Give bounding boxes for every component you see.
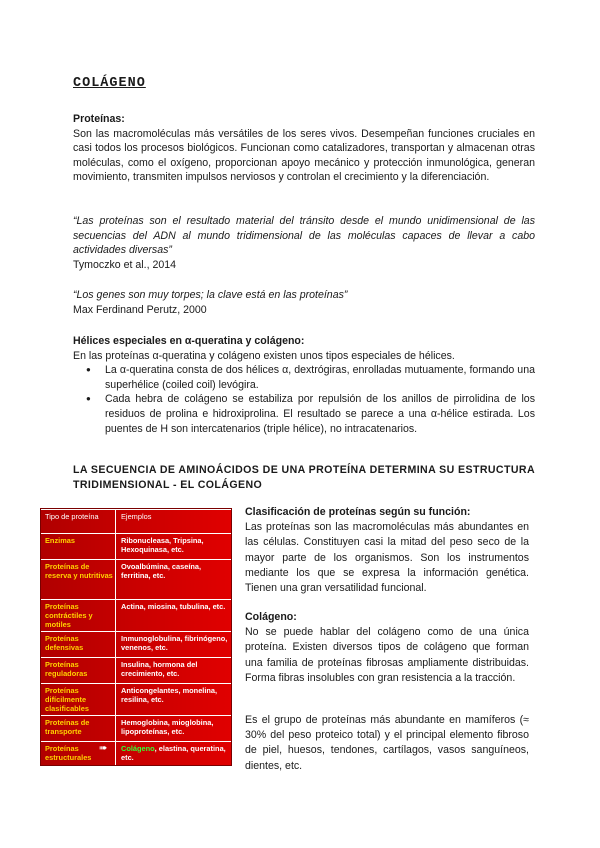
colageno-body2: Es el grupo de proteínas más abundante en mamíferos (≈ 30% del peso proteico total) y el principal elemento fibroso de piel, huesos, tendones, cartílagos, vasos sanguíneos, dientes, etc. bbox=[245, 714, 529, 772]
header-type: Tipo de proteína bbox=[45, 512, 99, 521]
row-type: Proteínas contráctiles y motiles bbox=[45, 602, 93, 630]
row-examples: Inmunoglobulina, fibrinógeno, venenos, etc. bbox=[121, 634, 228, 653]
list-item: ● La α-queratina consta de dos hélices α, dextrógiras, enrolladas mutuamente, formando una superhélice (coiled coil) levógira. bbox=[105, 363, 535, 392]
table-row bbox=[41, 599, 231, 631]
row-type: Proteínas de transporte bbox=[45, 718, 90, 737]
protein-function-table bbox=[40, 508, 232, 766]
colageno-body1: No se puede hablar del colágeno como de una única proteína. Existen diversos tipos de colágeno que forman una familia de proteínas fibrosas ampliamente distribuidas. Forma fibras insolubles con gran resistencia a la tracción. bbox=[245, 626, 529, 684]
proteinas-section bbox=[73, 112, 535, 185]
row-examples: Actina, miosina, tubulina, etc. bbox=[121, 602, 226, 611]
list-item: ● Cada hebra de colágeno se estabiliza por repulsión de los anillos de pirrolidina de los residuos de prolina e hidroxiprolina. El resultado se parece a una α-hélice estirada. Los puentes de H son intercatenarios (triple hélice), no intracatenarios. bbox=[105, 392, 535, 436]
table-row bbox=[41, 741, 231, 765]
row-type: Enzimas bbox=[45, 536, 75, 545]
proteinas-heading: Proteínas: bbox=[73, 113, 125, 125]
table-row bbox=[41, 715, 231, 741]
helices-section bbox=[73, 334, 535, 436]
row-type: Proteínas reguladoras bbox=[45, 660, 88, 679]
row-examples-rest: , elastina, queratina, etc. bbox=[121, 744, 226, 763]
quote1-text: “Las proteínas son el resultado material del tránsito desde el mundo unidimensional de las secuencias del ADN al mundo tridimensional de las moléculas capaces de llevar a cabo actividades diversas” bbox=[73, 215, 535, 257]
arrow-right-icon: ➠ bbox=[99, 743, 108, 754]
row-examples: Ovoalbúmina, caseína, ferritina, etc. bbox=[121, 562, 202, 581]
clasificacion-section bbox=[245, 505, 529, 596]
quote2-text: “Los genes son muy torpes; la clave está en las proteínas” bbox=[73, 289, 348, 301]
header-examples: Ejemplos bbox=[121, 512, 152, 521]
table-row bbox=[41, 631, 231, 657]
page-title: COLÁGENO bbox=[73, 76, 146, 91]
row-examples: Insulina, hormona del crecimiento, etc. bbox=[121, 660, 198, 679]
clasificacion-body: Las proteínas son las macromoléculas más abundantes en las células. Constituyen casi la mitad del peso seco de la mayor parte de los organismos. Son los instrumentos mediante los que se expresa la información genética. Tienen una gran versatilidad funcional. bbox=[245, 521, 529, 595]
row-examples: Hemoglobina, mioglobina, lipoproteínas, etc. bbox=[121, 718, 214, 737]
table-row bbox=[41, 683, 231, 715]
table-row bbox=[41, 657, 231, 683]
proteinas-body: Son las macromoléculas más versátiles de los seres vivos. Desempeñan funciones cruciales en casi todos los procesos biológicos. Funcionan como catalizadores, transportan y almacenan otras moléculas, como el oxígeno, proporcionan apoyo mecánico y protección inmunológica, generan movimiento, transmiten impulsos nerviosos y controlan el crecimiento y la diferenciación. bbox=[73, 127, 535, 184]
row-type: Proteínas difícilmente clasificables bbox=[45, 686, 89, 714]
section-title: LA SECUENCIA DE AMINOÁCIDOS DE UNA PROTEÍNA DETERMINA SU ESTRUCTURA TRIDIMENSIONAL - EL COLÁGENO bbox=[73, 464, 535, 491]
row-examples: Anticongelantes, monelina, resilina, etc. bbox=[121, 686, 218, 705]
helices-list bbox=[73, 363, 535, 436]
colageno-heading: Colágeno: bbox=[245, 611, 297, 623]
table-row bbox=[41, 559, 231, 599]
row-examples: Ribonucleasa, Tripsina, Hexoquinasa, etc. bbox=[121, 536, 204, 555]
highlight-colageno: Colágeno bbox=[121, 744, 155, 753]
helices-heading: Hélices especiales en α-queratina y colágeno: bbox=[73, 335, 305, 347]
table-header-row bbox=[41, 509, 231, 533]
colageno-section-2 bbox=[245, 713, 529, 774]
clasificacion-heading: Clasificación de proteínas según su función: bbox=[245, 506, 471, 518]
quote-perutz bbox=[73, 288, 535, 317]
quote1-source: Tymoczko et al., 2014 bbox=[73, 258, 177, 271]
table-row bbox=[41, 533, 231, 559]
row-type: Proteínas estructurales bbox=[45, 744, 92, 763]
quote2-source: Max Ferdinand Perutz, 2000 bbox=[73, 303, 207, 316]
row-type: Proteínas de reserva y nutritivas bbox=[45, 562, 113, 581]
row-examples bbox=[121, 744, 229, 762]
row-type: Proteínas defensivas bbox=[45, 634, 84, 653]
helices-intro: En las proteínas α-queratina y colágeno existen unos tipos especiales de hélices. bbox=[73, 349, 455, 362]
colageno-section bbox=[245, 610, 529, 686]
quote-tymoczko bbox=[73, 214, 535, 272]
